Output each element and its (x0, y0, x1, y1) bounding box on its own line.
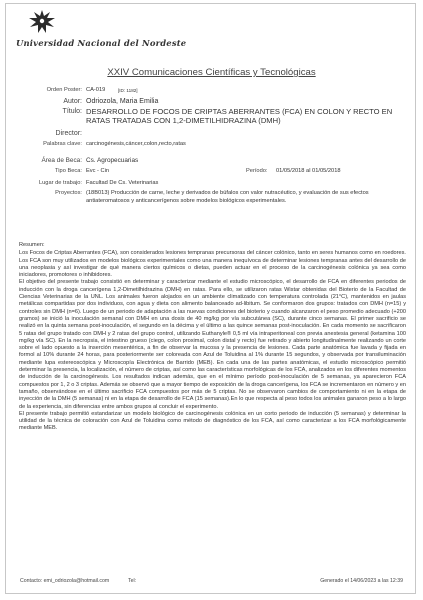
abstract-heading: Resumen: (19, 242, 45, 248)
lugar-trabajo-value: Facultad De Cs. Veterinarias (86, 180, 159, 186)
abstract-paragraph: El objetivo del presente trabajo consistió en determinar y caracterizar mediante el estudio microscópico, el desarrollo de FCA en diferentes periodos de inducción con la droga cancerígena 1,2-Dimetilhidrazina (DMH) en ratas. Para ello, se utilizaron ratas Wistar obtenidas del Bioterio de la Facultad de Ciencias Veterinarias de la UNL. Los animales fueron alojados en un ambiente climatizado con temperatura controlada (21°C), mantenidos en jaulas metálicas compartidas por dos individuos, con agua y dieta con alimento balanceado ad-libitum. Se conformaron dos grupos: tratados con DMH (n=15) y controles sin DMH (n=6). Luego de un periodo de adaptación a las nuevas condiciones del bioterio y cuando alcanzaron el peso promedio adecuado (+200 gramos) se inició la inoculación semanal con DMH en una dosis de 40 mg/kg por vía subcutánea (SC), durante cinco semanas. El primer sacrificio se realizó en la quinta semana post-inoculación, el segundo en la décima y el último a las quince semanas post-inoculación. En cada momento se sacrificaron 5 ratas del grupo tratado con DMH y 2 ratas del grupo control, utilizando Euthanyle® 0,5 ml vía intraperitoneal con previa anestesia general (ketamina 100 mg/kg vía SC). En la necropsia, el intestino grueso (ciego, colon proximal, colon distal y recto) fue retirado y abierto longitudinalmente realizando un corte sobre el lado opuesto a la inserción mesentérica, a fin de observar la mucosa y la presencia de lesiones. Cada parte anatómica fue lavada y fijada en formol al 10% durante 24 horas, para posteriormente ser coloreada con Azul de Toluidina al 1% durante 15 segundos, y observada por transiluminación mediante lupa estereoscópica y Microscopía Electrónica de Barrido (MEB). En cada una de las partes anatómicas, el estudio microscópico permitió determinar la presencia, la localización, el número de criptas, así como las características morfológicas de los FCA, analizados en los diferentes momentos de inducción de la carcinogénesis. Los resultados indican además, que en el mínimo período post-inoculación de 5 semanas, ya aparecieron FCA compuestos por 1, 2 o 3 criptas. Además se observó que a mayor tiempo de exposición de la droga cancerígena, los FCA se incrementaron en número y en tamaño, observándose en el último sacrificio FCA compuestos por más de 5 criptas. No se observaron cambios de comportamiento ni en la etapa de inyección de la DMH (5 semanas) ni en la etapa de desarrollo de FCA (15 semanas).En lo que respecta al peso todos los animales ganaron peso a lo largo de la experiencia, sin diferencias entre ambos grupos al concluir el experimento. (19, 279, 406, 410)
director-label: Director: (55, 130, 82, 137)
titulo-label: Título: (62, 108, 82, 115)
abstract-paragraph: El presente trabajo permitió estandarizar un modelo biológico de carcinogénesis colónica en un corto periodo de inducción (5 semanas) y determinar la utilidad de la técnica de coloración con Azul de Toluidina como método de diagnóstico de los FCA, así como caracterizar a los FCA morfológicamente mediante MEB. (19, 410, 406, 432)
periodo-label: Período: (246, 168, 268, 174)
footer-contact: Contacto: emi_odriozola@hotmail.com (20, 578, 110, 584)
area-beca-label: Área de Beca: (41, 157, 82, 164)
lugar-trabajo-label: Lugar de trabajo: (38, 180, 82, 186)
palabras-clave-label: Palabras clave: (43, 141, 82, 147)
orden-poster-value: CA-019 (86, 87, 106, 93)
autor-label: Autor: (63, 98, 82, 105)
autor-value: Odriozola, Maria Emilia (86, 98, 159, 105)
poster-id: [ID: 1182] (118, 88, 138, 93)
footer-generated-date: Generado el 14/06/2023 a las 12:39 (320, 578, 403, 584)
abstract-paragraph: Los Focos de Criptas Aberrantes (FCA), son considerados lesiones tempranas precursoras del cáncer colónico, tanto en seres humanos como en roedores. Los FCA son muy utilizados en modelos biológicos experimentales como una manera inequívoca de determinar lesiones tempranas antes del desarrollo de una neoplasia y así investigar de qué manera ciertos químicos o dietas, pueden actuar en el proceso de la carcinogénesis colónica ya sea como iniciadores, promotores o inhibidores. (19, 250, 406, 279)
tipo-beca-value: Evc - Cin (86, 168, 110, 174)
palabras-clave-value: carcinogénesis,cáncer,colon,recto,ratas (86, 141, 186, 147)
proyectos-value: (18B013) Producción de carne, leche y derivados de búfalos con valor nutracéutico, y evaluación de sus efectos antiateromatosos y anticancerígenos sobre modelos biológicos experimentales. (86, 190, 369, 204)
footer-tel: Tel: (128, 578, 137, 584)
titulo-value: DESARROLLO DE FOCOS DE CRIPTAS ABERRANTES (FCA) EN COLON Y RECTO EN RATAS TRATADAS CON 1,2-DIMETILHIDRAZINA (DMH) (86, 107, 393, 126)
university-crest-icon (24, 8, 60, 38)
proyectos-label: Proyectos: (55, 190, 82, 196)
periodo-value: 01/05/2018 al 01/05/2018 (276, 168, 341, 174)
orden-poster-label: Orden Poster: (46, 87, 82, 93)
abstract-section (19, 242, 406, 433)
university-logo (16, 8, 187, 58)
university-name: Universidad Nacional del Nordeste (16, 38, 187, 48)
area-beca-value: Cs. Agropecuarias (86, 157, 139, 164)
tipo-beca-label: Tipo Beca: (55, 168, 82, 174)
event-title: XXIV Comunicaciones Científicas y Tecnológicas (107, 67, 316, 78)
